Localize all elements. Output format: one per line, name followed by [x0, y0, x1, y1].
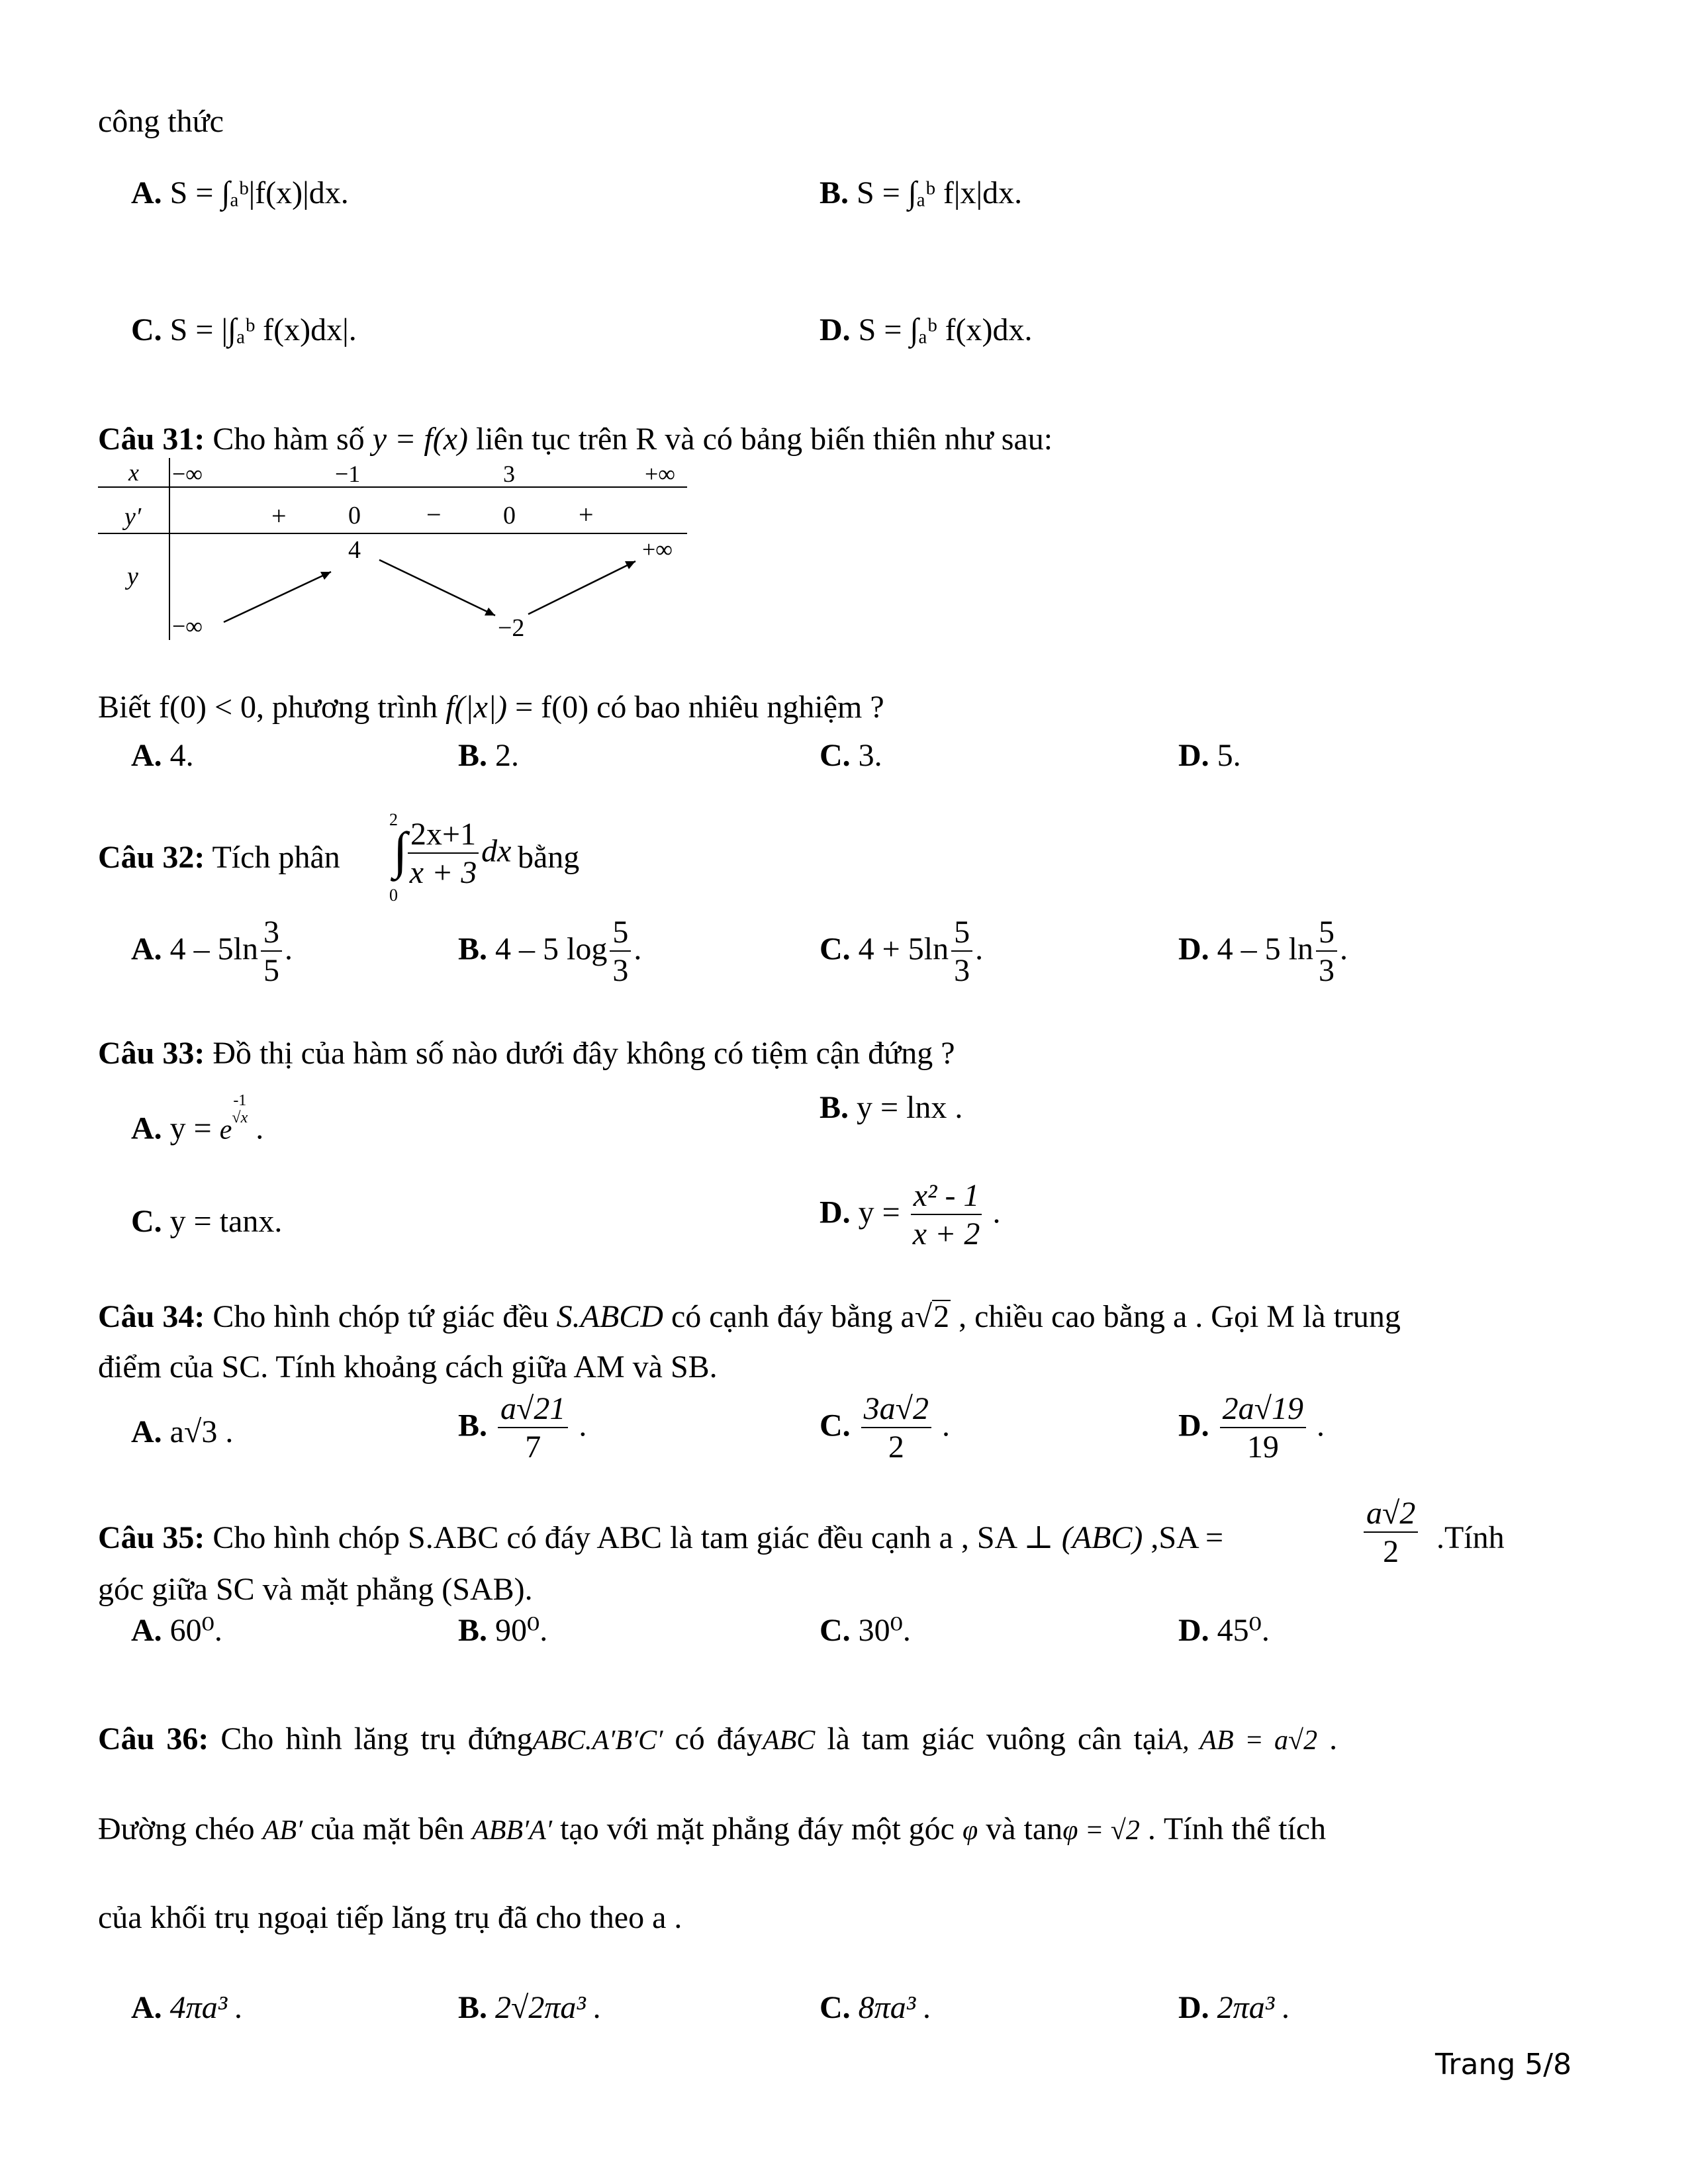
fraction-denominator: 7	[525, 1430, 541, 1465]
q30-option-d[interactable]	[820, 314, 1033, 346]
fraction-denominator: 5	[263, 953, 280, 989]
question-number: Câu 31:	[98, 422, 205, 457]
option-text: .	[942, 1408, 951, 1443]
q35-option-c[interactable]	[820, 1615, 911, 1647]
q35-line1	[98, 1522, 1223, 1554]
option-label: A.	[131, 1613, 162, 1648]
q34-option-b[interactable]	[458, 1392, 586, 1465]
option-label: A.	[131, 1990, 162, 2025]
stem-math: ABC.A′B′C′	[532, 1725, 663, 1756]
option-label: C.	[820, 738, 851, 773]
option-text: y =	[858, 1195, 900, 1230]
q31-option-a[interactable]	[131, 740, 194, 772]
fraction-numerator: x² - 1	[911, 1179, 982, 1215]
option-text: 4 + 5ln	[858, 931, 949, 967]
exp-base: e	[219, 1115, 232, 1146]
stem-text: . Tính thể tích	[1147, 1811, 1327, 1846]
table-y-label: y	[127, 563, 138, 590]
stem-text: Cho hàm số	[212, 422, 365, 457]
stem-math: AB′	[262, 1815, 303, 1846]
exponent: -1 √x	[232, 1092, 248, 1127]
stem-text: tạo với mặt phẳng đáy một góc	[560, 1811, 955, 1846]
option-label: B.	[820, 1090, 849, 1125]
option-label: B.	[820, 175, 849, 210]
table-dy-label: y′	[124, 503, 142, 531]
option-text: .	[579, 1408, 587, 1443]
option-label: D.	[1178, 1408, 1209, 1443]
stem-text: Đồ thị của hàm số nào dưới đây không có tiệm cận đứng ?	[212, 1036, 955, 1071]
fraction-numerator: a√21	[498, 1392, 568, 1428]
stem-math: φ = √2	[1062, 1815, 1140, 1846]
variation-table	[98, 458, 694, 640]
stem-text: Tích phân	[212, 840, 340, 875]
stem-math: φ	[962, 1815, 978, 1846]
q32-stem-after: bằng	[518, 840, 580, 875]
option-text: 4 – 5 ln	[1217, 931, 1314, 967]
intro-text: công thức	[98, 104, 224, 139]
stem-math: ⊥ (ABC)	[1023, 1520, 1143, 1555]
option-label: D.	[1178, 1990, 1209, 2025]
exponent-numerator: -1	[233, 1092, 247, 1109]
option-label: B.	[458, 1990, 488, 2025]
stem-text: liên tục trên R và có bảng biến thiên như sau:	[476, 422, 1053, 457]
option-label: C.	[820, 1613, 851, 1648]
option-text: y = tanx.	[169, 1204, 283, 1239]
table-x-value: +∞	[645, 461, 675, 487]
integral-upper-limit: 2	[389, 810, 398, 829]
option-label: A.	[131, 1414, 162, 1449]
q33-option-a[interactable]	[131, 1092, 263, 1144]
option-label: A.	[131, 931, 162, 967]
q36-option-b[interactable]	[458, 1992, 602, 2024]
stem-text: Đường chéo	[98, 1811, 255, 1846]
q34-option-a[interactable]	[131, 1416, 233, 1448]
fraction-denominator: 2	[1383, 1534, 1399, 1570]
option-text: 45⁰.	[1217, 1613, 1270, 1648]
option-text: S = ∫ₐᵇ f(x)dx.	[858, 312, 1033, 347]
q30-option-c[interactable]	[131, 314, 357, 346]
fraction-denominator: x + 2	[912, 1216, 980, 1252]
q33-option-c[interactable]	[131, 1206, 282, 1238]
option-text: 30⁰.	[858, 1613, 911, 1648]
option-label: C.	[131, 1204, 162, 1239]
option-text: .	[992, 1195, 1001, 1230]
option-label: D.	[1178, 1613, 1209, 1648]
q36-option-a[interactable]	[131, 1992, 243, 2024]
question-math: f(|x|)	[445, 690, 508, 725]
option-label: B.	[458, 1613, 488, 1648]
q33-option-b[interactable]	[820, 1092, 962, 1124]
q35-line2: góc giữa SC và mặt phẳng (SAB).	[98, 1572, 533, 1607]
q35-option-a[interactable]	[131, 1615, 222, 1647]
table-dy-sign: +	[271, 501, 287, 531]
option-text: y = lnx .	[857, 1090, 963, 1125]
option-text: S = ∫ₐᵇ|f(x)|dx.	[169, 175, 349, 210]
fraction-numerator: a√2	[1364, 1497, 1418, 1533]
stem-math: y = f(x)	[372, 422, 468, 457]
option-label: D.	[1178, 931, 1209, 967]
option-text: 2πa³ .	[1217, 1990, 1291, 2025]
option-label: B.	[458, 1408, 488, 1443]
option-label: B.	[458, 738, 488, 773]
fraction-denominator: 3	[954, 953, 970, 989]
page-number: Trang 5/8	[1435, 2048, 1572, 2081]
stem-text: có đáy	[675, 1721, 763, 1756]
fraction-numerator: 5	[951, 916, 972, 952]
fraction-numerator: 3	[261, 916, 282, 952]
integrand-denominator: x + 3	[409, 855, 477, 891]
integrand-dx: dx	[481, 833, 512, 869]
q30-option-b[interactable]	[820, 177, 1022, 209]
fraction-denominator: 3	[612, 953, 629, 989]
option-text: 4.	[169, 738, 194, 773]
option-text: .	[256, 1111, 264, 1146]
table-dy-sign: −	[426, 500, 442, 529]
option-text: .	[1340, 931, 1348, 967]
option-label: C.	[820, 931, 851, 967]
q32-option-a[interactable]	[131, 916, 293, 988]
table-dy-sign: 0	[503, 502, 516, 529]
option-text: 4 – 5 log	[495, 931, 608, 967]
option-label: A.	[131, 1111, 162, 1146]
option-text: 60⁰.	[169, 1613, 222, 1648]
stem-text: là tam giác vuông cân tại	[827, 1721, 1166, 1756]
option-label: D.	[1178, 738, 1209, 773]
option-text: .	[633, 931, 642, 967]
stem-text: Cho hình chóp tứ giác đều	[212, 1299, 549, 1334]
fraction-denominator: 19	[1246, 1430, 1279, 1465]
table-y-value: −∞	[172, 613, 203, 639]
sqrt-symbol: √	[914, 1299, 933, 1334]
option-text: 90⁰.	[495, 1613, 548, 1648]
q33-option-d[interactable]	[820, 1179, 1000, 1251]
q32-option-c[interactable]	[820, 916, 983, 988]
option-label: D.	[820, 1195, 851, 1230]
question-text: = f(0) có bao nhiêu nghiệm ?	[515, 690, 884, 725]
question-number: Câu 32:	[98, 840, 205, 875]
fraction-numerator: 2a√19	[1220, 1392, 1306, 1428]
q36-option-d[interactable]	[1178, 1992, 1290, 2024]
option-text: 3.	[858, 738, 882, 773]
option-text: a√3 .	[169, 1414, 234, 1449]
stem-math: ABB′A′	[472, 1815, 553, 1846]
option-text: .	[285, 931, 293, 967]
q30-option-a[interactable]	[131, 177, 349, 209]
q32-option-b[interactable]	[458, 916, 641, 988]
stem-text: của mặt bên	[310, 1811, 465, 1846]
question-number: Câu 35:	[98, 1520, 205, 1555]
option-text: 4 – 5ln	[169, 931, 259, 967]
stem-text: Cho hình lăng trụ đứng	[220, 1721, 533, 1756]
fraction-numerator: 3a√2	[861, 1392, 931, 1428]
option-text: 4πa³ .	[169, 1990, 244, 2025]
integrand-numerator: 2x+1	[408, 818, 479, 854]
q35-option-b[interactable]	[458, 1615, 547, 1647]
question-number: Câu 36:	[98, 1721, 209, 1756]
q32-stem-label	[98, 842, 340, 874]
q34-line1	[98, 1300, 1401, 1333]
option-text: y =	[169, 1111, 212, 1146]
question-text: Biết f(0) < 0, phương trình	[98, 690, 438, 725]
table-y-value: +∞	[642, 536, 673, 563]
q34-option-c[interactable]	[820, 1392, 950, 1465]
stem-text: ,SA =	[1150, 1520, 1224, 1555]
q31-stem	[98, 424, 1053, 455]
q35-fraction	[1361, 1497, 1421, 1569]
stem-math: S.ABCD	[556, 1299, 663, 1334]
q35-line1-end: .Tính	[1436, 1520, 1505, 1555]
stem-text: Cho hình chóp S.ABC có đáy ABC là tam giác đều cạnh a , SA	[212, 1520, 1016, 1555]
q32-option-d[interactable]	[1178, 916, 1348, 988]
option-label: C.	[820, 1990, 851, 2025]
stem-math: ABC	[763, 1725, 816, 1756]
q34-option-d[interactable]	[1178, 1392, 1325, 1465]
q36-line1	[98, 1723, 1337, 1755]
option-label: A.	[131, 738, 162, 773]
option-text: 5.	[1217, 738, 1241, 773]
option-label: D.	[820, 312, 851, 347]
q36-option-c[interactable]	[820, 1992, 931, 2024]
fraction-denominator: 3	[1319, 953, 1335, 989]
option-text: 2√2πa³ .	[495, 1990, 602, 2025]
table-y-value: −2	[498, 614, 525, 642]
table-dy-sign: +	[579, 500, 594, 529]
table-x-value: 3	[503, 461, 515, 487]
fraction-numerator: 5	[1316, 916, 1337, 952]
option-text: .	[975, 931, 984, 967]
option-label: A.	[131, 175, 162, 210]
table-y-value: 4	[348, 536, 361, 564]
integral-sign: ∫	[393, 821, 408, 879]
stem-text: có cạnh đáy bằng a	[671, 1299, 915, 1334]
stem-text: và tan	[986, 1811, 1063, 1846]
option-label: C.	[820, 1408, 851, 1443]
option-text: S = |∫ₐᵇ f(x)dx|.	[169, 312, 357, 347]
radicand: 2	[933, 1299, 950, 1334]
integral-lower-limit: 0	[389, 886, 398, 905]
fraction-numerator: 5	[610, 916, 631, 952]
table-x-value: −1	[335, 461, 361, 487]
stem-math: A, AB = a√2	[1165, 1725, 1318, 1756]
option-label: B.	[458, 931, 488, 967]
option-text: 8πa³ .	[858, 1990, 932, 2025]
option-text: S = ∫ₐᵇ f|x|dx.	[857, 175, 1023, 210]
table-x-label: x	[128, 459, 139, 486]
q36-line2	[98, 1813, 1326, 1845]
exponent-denominator: x	[240, 1109, 248, 1127]
stem-text: , chiều cao bằng a . Gọi M là trung	[959, 1299, 1401, 1334]
q35-option-d[interactable]	[1178, 1615, 1270, 1647]
q31-option-d[interactable]	[1178, 740, 1241, 772]
q31-option-c[interactable]	[820, 740, 882, 772]
q31-option-b[interactable]	[458, 740, 519, 772]
q36-line3: của khối trụ ngoại tiếp lăng trụ đã cho theo a .	[98, 1900, 682, 1935]
q34-line2: điểm của SC. Tính khoảng cách giữa AM và SB.	[98, 1349, 718, 1385]
option-label: C.	[131, 312, 162, 347]
option-text: .	[1317, 1408, 1325, 1443]
q32-integrand	[405, 818, 511, 890]
q31-question	[98, 692, 884, 723]
table-x-value: −∞	[172, 461, 203, 487]
option-text: 2.	[495, 738, 520, 773]
stem-text: .	[1329, 1721, 1338, 1756]
fraction-denominator: 2	[888, 1430, 904, 1465]
q33-stem	[98, 1038, 955, 1069]
question-number: Câu 34:	[98, 1299, 205, 1334]
question-number: Câu 33:	[98, 1036, 205, 1071]
table-dy-sign: 0	[348, 502, 361, 529]
